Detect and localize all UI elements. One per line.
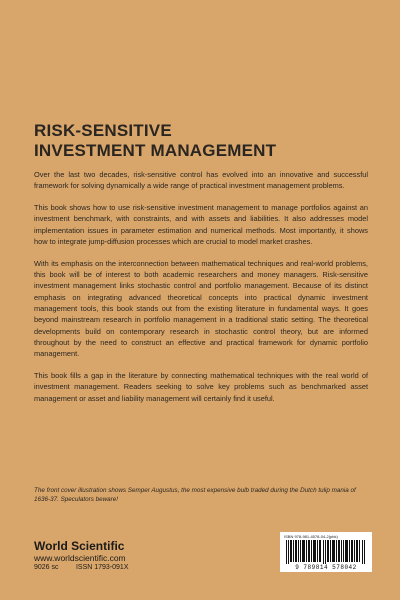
book-title [34,121,374,161]
blurb-paragraph: Over the last two decades, risk-sensitive control has evolved into an innovative and successful framework for solving dynamically a wide range of practical investment management problems. [34,170,368,191]
blurb-paragraph: This book shows how to use risk-sensitive investment management to manage portfolios against an investment benchmark, with constraints, and with assets and liabilities. It also addresses model implementation issues in parameter estimation and numerical methods. Most importantly, it shows how to integrate jump-diffusion processes which are crucial to model market crashes. [34,203,368,246]
issn: ISSN 1793-091X [75,564,129,571]
title-line-1: RISK-SENSITIVE [34,121,172,140]
isbn-barcode [280,532,372,572]
publisher-block [34,540,129,572]
blurb-paragraph: With its emphasis on the interconnection between mathematical techniques and real-world problems, this book will be of interest to both academic researchers and money managers. Risk-sensitive investment management links stochastic control and portfolio management. Because of its distinct emphasis on integrating advanced theoretical concepts into practical dynamic investment management tools, this book stands out from the existing literature in fundamental ways. It goes beyond mainstream research in portfolio management in a traditional static setting. The theoretical developments build on contemporary research in stochastic control theory, but are informed throughout by the need to construct an effective and practical framework for dynamic portfolio management. [34,258,368,359]
catalog-code: 9026 sc [34,564,59,571]
publisher-name: World Scientific [34,539,125,553]
blurb [34,169,368,414]
isbn-digits: 9 789814 578042 [295,564,357,571]
title-line-2: INVESTMENT MANAGEMENT [34,141,277,160]
barcode-icon [286,540,366,564]
isbn-text: ISBN 978-981-4578-04-2(pbk) [284,534,338,539]
publisher-codes [34,563,129,572]
blurb-paragraph: This book fills a gap in the literature by connecting mathematical techniques with the real world of investment management. Readers seeking to solve key problems such as benchmarked asset management or asset and liability management will certainly find it useful. [34,370,368,403]
cover-caption: The front cover illustration shows Semper Augustus, the most expensive bulb traded during the Dutch tulip mania of 1636-37. Speculators beware! [34,487,356,503]
publisher-url: www.worldscientific.com [34,553,126,563]
